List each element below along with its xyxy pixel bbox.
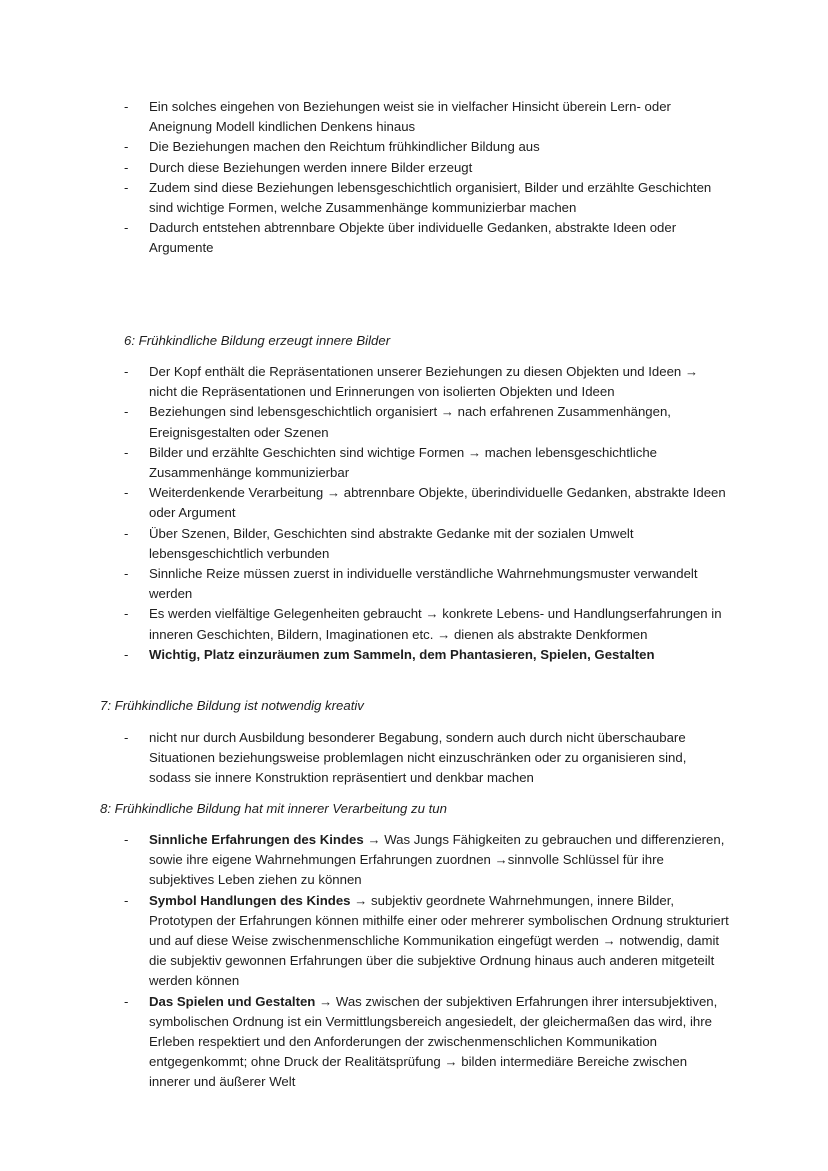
dash-bullet: - [124,404,129,420]
list-item [0,178,729,218]
list-item [0,604,729,644]
list-item [0,137,729,157]
section-6-heading: 6: Frühkindliche Bildung erzeugt innere Bilder [124,333,391,348]
list-item-text: → subjektiv geordnete Wahrnehmungen, innere Bilder, Prototypen der Erfahrungen können mithilfe einer oder mehrerer symbolischen Ordnung strukturiert und auf diese Weise zwischenmenschliche Kommunikation eingefügt werden → notwendig, damit die subjektiv gewonnen Erfahrungen über die subjektive Ordnung hinaus auch anderen mitgeteilt werden können [149,892,729,989]
list-item-bold-text: Sinnliche Erfahrungen des Kindes [149,832,364,847]
dash-bullet: - [124,606,129,622]
dash-bullet: - [124,99,129,114]
intro-list [0,97,828,259]
list-item-text: Bilder und erzählte Geschichten sind wichtige Formen → machen lebensgeschichtliche Zusammenhänge kommunizierbar [149,444,657,481]
list-item [0,524,729,564]
dash-bullet: - [124,566,129,582]
dash-bullet: - [124,220,129,236]
list-item [0,483,729,523]
list-item [0,402,729,442]
list-item [0,891,729,992]
list-item-text: Zudem sind diese Beziehungen lebensgeschichtlich organisiert, Bilder und erzählte Geschichten sind wichtige Formen, welche Zusammenhänge kommunizierbar machen [149,179,712,216]
section-7-list [0,728,828,789]
list-item-text: Über Szenen, Bilder, Geschichten sind abstrakte Gedanke mit der sozialen Umwelt lebensgeschichtlich verbunden [149,525,634,561]
list-item-text: Dadurch entstehen abtrennbare Objekte über individuelle Gedanken, abstrakte Ideen oder Argumente [149,220,677,256]
list-item-bold-text: Symbol Handlungen des Kindes [149,892,351,908]
dash-bullet: - [124,646,129,662]
section-6-list [0,362,828,665]
dash-bullet: - [124,892,129,908]
list-item-text: → Was zwischen der subjektiven Erfahrungen ihrer intersubjektiven, symbolischen Ordnung ist ein Vermittlungsbereich angesiedelt, der gleichermaßen das wird, ihre Erleben respektiert und den Anforderungen der zwischenmenschlichen Kommunikation entgegenkommt; ohne Druck der Realitätsprüfung → bilden intermediäre Bereiche zwischen innerer und äußerer Welt [149,993,718,1090]
list-item-bold-text: Das Spielen und Gestalten [149,993,316,1009]
list-item-text: Sinnliche Reize müssen zuerst in individuelle verständliche Wahrnehmungsmuster verwandelt werden [149,566,698,602]
list-item-text: Der Kopf enthält die Repräsentationen unserer Beziehungen zu diesen Objekten und Ideen → nicht die Repräsentationen und Erinnerungen von isolierten Objekten und Ideen [149,364,699,400]
dash-bullet: - [124,525,129,541]
dash-bullet: - [124,832,129,847]
list-item [0,158,729,178]
list-item [0,645,729,665]
list-item [0,564,729,604]
list-item [0,728,729,789]
list-item-text: Ein solches eingehen von Beziehungen weist sie in vielfacher Hinsicht überein Lern- oder Aneignung Modell kindlichen Denkens hinaus [149,99,671,135]
list-item-text: Die Beziehungen machen den Reichtum frühkindlicher Bildung aus [149,139,540,155]
dash-bullet: - [124,730,129,745]
list-item-text: nicht nur durch Ausbildung besonderer Begabung, sondern auch durch nicht überschaubare Situationen beziehungsweise problemlagen nicht einzuschränken oder zu organisieren sind, sodass sie innere Konstruktion repräsentiert und denkbar machen [149,730,687,786]
dash-bullet: - [124,179,129,195]
section-7-heading: 7: Frühkindliche Bildung ist notwendig kreativ [100,698,364,713]
dash-bullet: - [124,993,129,1009]
dash-bullet: - [124,159,129,175]
list-item-text: Es werden vielfältige Gelegenheiten gebraucht → konkrete Lebens- und Handlungserfahrungen in inneren Geschichten, Bildern, Imaginationen etc. → dienen als abstrakte Denkformen [149,606,722,642]
section-8-heading: 8: Frühkindliche Bildung hat mit innerer Verarbeitung zu tun [100,801,447,816]
list-item [0,97,729,137]
list-item [0,362,729,402]
dash-bullet: - [124,485,129,501]
dash-bullet: - [124,139,129,155]
list-item [0,992,729,1093]
list-item-text: Beziehungen sind lebensgeschichtlich organisiert → nach erfahrenen Zusammenhängen, Ereignisgestalten oder Szenen [149,404,671,440]
list-item-text: Durch diese Beziehungen werden innere Bilder erzeugt [149,159,473,175]
list-item-bold-text: Wichtig, Platz einzuräumen zum Sammeln, dem Phantasieren, Spielen, Gestalten [149,646,655,662]
list-item-text: Weiterdenkende Verarbeitung → abtrennbare Objekte, überindividuelle Gedanken, abstrakte Ideen oder Argument [149,485,726,521]
dash-bullet: - [124,364,129,379]
list-item [0,218,729,258]
dash-bullet: - [124,444,129,460]
list-item [0,443,729,483]
list-item [0,830,729,891]
section-8-list [0,830,828,1093]
list-item-text: → Was Jungs Fähigkeiten zu gebrauchen und differenzieren, sowie ihre eigene Wahrnehmungen Erfahrungen zuordnen →sinnvolle Schlüssel für ihre subjektives Leben ziehen zu können [149,832,725,888]
